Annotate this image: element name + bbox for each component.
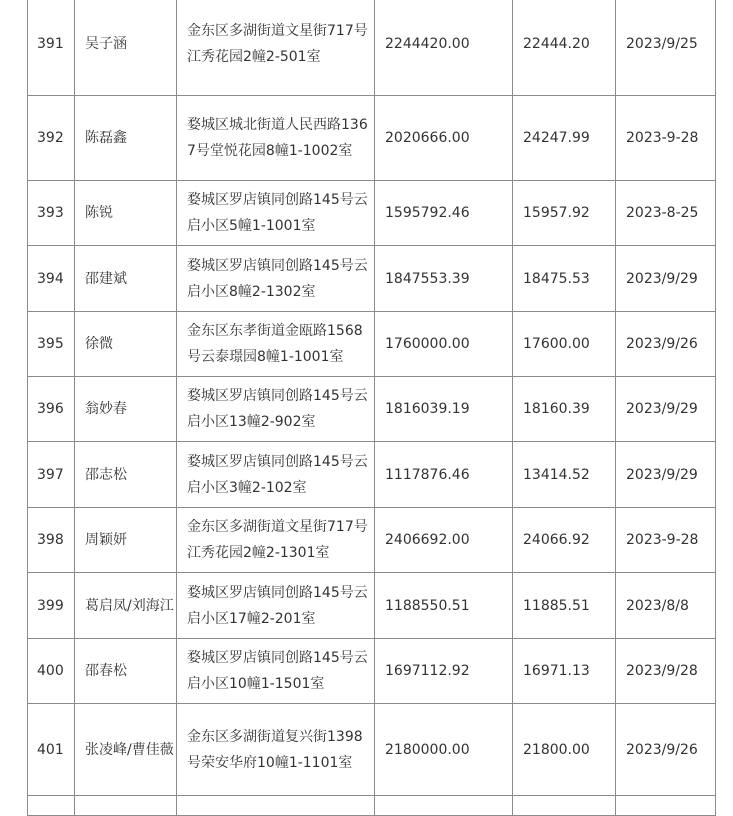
date-cell: 2023/9/29	[616, 246, 716, 312]
amount-cell: 2406692.00	[375, 508, 513, 573]
name-cell: 周颖妍	[75, 508, 177, 573]
amount-cell: 1847553.39	[375, 246, 513, 312]
address-cell: 金东区多湖街道复兴街1398号荣安华府10幢1-1101室	[177, 704, 375, 796]
row-number-cell: 393	[28, 181, 75, 246]
address-cell: 金东区多湖街道文星街717号江秀花园2幢2-501室	[177, 0, 375, 96]
date-cell: 2023/9/26	[616, 312, 716, 377]
amount-cell	[375, 796, 513, 816]
amount-cell: 2020666.00	[375, 96, 513, 181]
tax-cell: 17600.00	[513, 312, 616, 377]
name-cell: 陈磊鑫	[75, 96, 177, 181]
row-number-cell: 396	[28, 377, 75, 442]
table-row	[28, 377, 716, 442]
address-cell: 婺城区罗店镇同创路145号云启小区10幢1-1501室	[177, 639, 375, 704]
tax-cell: 24247.99	[513, 96, 616, 181]
records-table	[27, 0, 716, 816]
date-cell: 2023/9/26	[616, 704, 716, 796]
amount-cell: 1188550.51	[375, 573, 513, 639]
row-number-cell: 395	[28, 312, 75, 377]
table-row	[28, 181, 716, 246]
row-number-cell: 391	[28, 0, 75, 96]
table-row	[28, 312, 716, 377]
row-number-cell: 401	[28, 704, 75, 796]
table-row	[28, 246, 716, 312]
tax-cell	[513, 796, 616, 816]
date-cell	[616, 796, 716, 816]
date-cell: 2023-9-28	[616, 508, 716, 573]
table-row	[28, 796, 716, 816]
amount-cell: 2180000.00	[375, 704, 513, 796]
date-cell: 2023/9/29	[616, 442, 716, 508]
address-cell: 婺城区罗店镇同创路145号云启小区3幢2-102室	[177, 442, 375, 508]
date-cell: 2023-8-25	[616, 181, 716, 246]
address-cell: 婺城区罗店镇同创路145号云启小区13幢2-902室	[177, 377, 375, 442]
tax-cell: 24066.92	[513, 508, 616, 573]
table-row	[28, 573, 716, 639]
address-cell: 金东区东孝街道金瓯路1568号云泰璟园8幢1-1001室	[177, 312, 375, 377]
table-row	[28, 704, 716, 796]
table-row	[28, 442, 716, 508]
name-cell: 邵志松	[75, 442, 177, 508]
date-cell: 2023/8/8	[616, 573, 716, 639]
tax-cell: 21800.00	[513, 704, 616, 796]
date-cell: 2023/9/29	[616, 377, 716, 442]
name-cell: 陈锐	[75, 181, 177, 246]
records-table-body	[28, 0, 716, 816]
address-cell: 婺城区罗店镇同创路145号云启小区5幢1-1001室	[177, 181, 375, 246]
tax-cell: 15957.92	[513, 181, 616, 246]
amount-cell: 1760000.00	[375, 312, 513, 377]
date-cell: 2023/9/28	[616, 639, 716, 704]
address-cell: 婺城区罗店镇同创路145号云启小区17幢2-201室	[177, 573, 375, 639]
tax-cell: 16971.13	[513, 639, 616, 704]
address-cell: 婺城区城北街道人民西路1367号堂悦花园8幢1-1002室	[177, 96, 375, 181]
amount-cell: 1697112.92	[375, 639, 513, 704]
tax-cell: 11885.51	[513, 573, 616, 639]
row-number-cell: 400	[28, 639, 75, 704]
name-cell: 张凌峰/曹佳薇	[75, 704, 177, 796]
table-row	[28, 0, 716, 96]
name-cell: 吴子涵	[75, 0, 177, 96]
address-cell	[177, 796, 375, 816]
row-number-cell: 397	[28, 442, 75, 508]
tax-cell: 13414.52	[513, 442, 616, 508]
name-cell	[75, 796, 177, 816]
table-row	[28, 96, 716, 181]
address-cell: 婺城区罗店镇同创路145号云启小区8幢2-1302室	[177, 246, 375, 312]
address-cell: 金东区多湖街道文星街717号江秀花园2幢2-1301室	[177, 508, 375, 573]
row-number-cell: 399	[28, 573, 75, 639]
amount-cell: 1816039.19	[375, 377, 513, 442]
tax-cell: 18475.53	[513, 246, 616, 312]
date-cell: 2023/9/25	[616, 0, 716, 96]
tax-cell: 22444.20	[513, 0, 616, 96]
name-cell: 葛启凤/刘海江	[75, 573, 177, 639]
row-number-cell: 394	[28, 246, 75, 312]
table-row	[28, 639, 716, 704]
row-number-cell: 392	[28, 96, 75, 181]
amount-cell: 1117876.46	[375, 442, 513, 508]
tax-cell: 18160.39	[513, 377, 616, 442]
table-row	[28, 508, 716, 573]
row-number-cell	[28, 796, 75, 816]
name-cell: 邵春松	[75, 639, 177, 704]
amount-cell: 2244420.00	[375, 0, 513, 96]
amount-cell: 1595792.46	[375, 181, 513, 246]
name-cell: 邵建斌	[75, 246, 177, 312]
row-number-cell: 398	[28, 508, 75, 573]
name-cell: 翁妙春	[75, 377, 177, 442]
name-cell: 徐微	[75, 312, 177, 377]
date-cell: 2023-9-28	[616, 96, 716, 181]
